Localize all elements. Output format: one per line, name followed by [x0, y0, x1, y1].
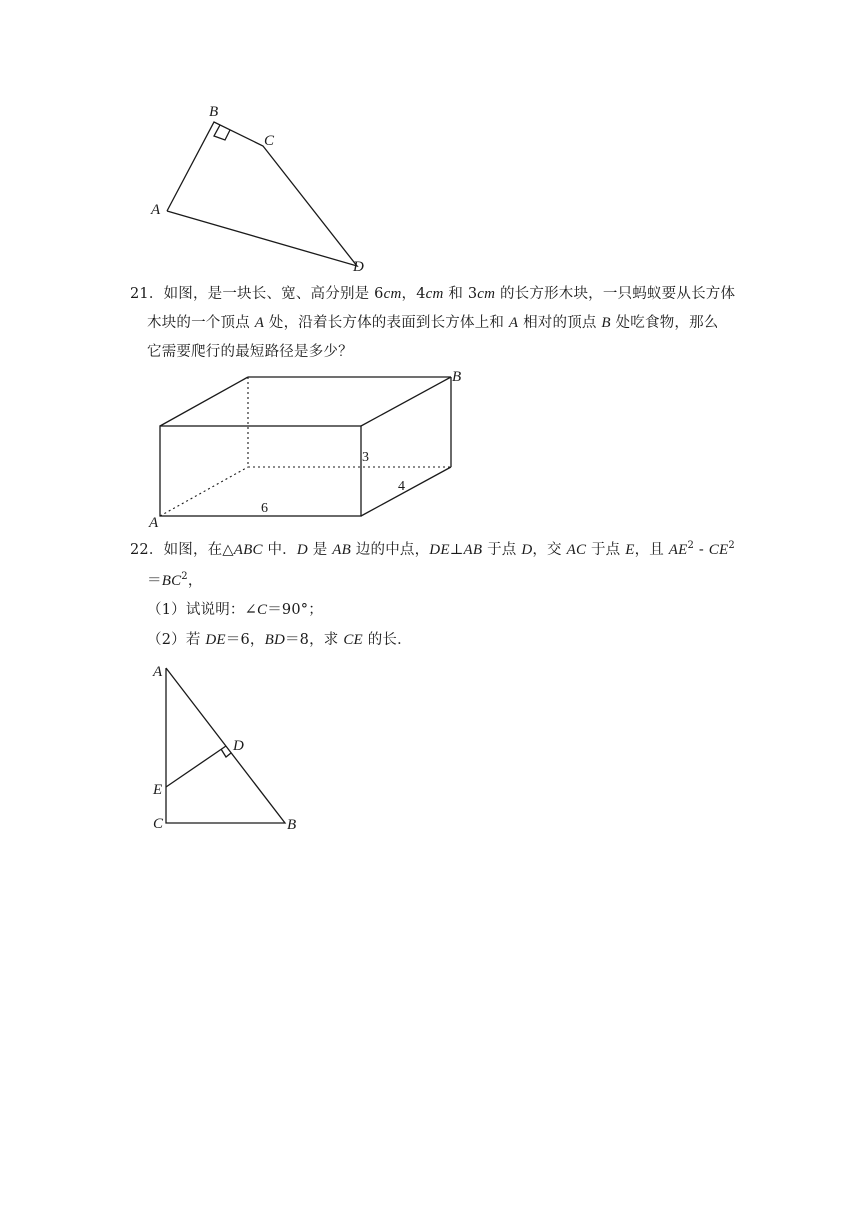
var-ac: AC [566, 542, 587, 558]
q22-text: 中． [262, 542, 297, 558]
label-c: C [153, 816, 164, 832]
q22-text: ，交 [532, 542, 567, 558]
label-a: A [151, 202, 161, 218]
superscript-2: 2 [728, 540, 735, 551]
q21-text: ，4 [401, 286, 426, 302]
minus-sign: - [694, 542, 709, 558]
var-ab: AB [332, 542, 351, 558]
q22-text: ＝90°； [267, 602, 323, 618]
q21-text: 处，沿着长方体的表面到长方体上和 [264, 315, 509, 331]
superscript-2: 2 [181, 571, 188, 582]
q22-text: 的长． [362, 632, 412, 648]
q21-text: 木块的一个顶点 [147, 315, 255, 331]
label-b: B [287, 817, 297, 833]
var-ae: AE [668, 542, 688, 558]
var-d: D [521, 542, 533, 558]
triangle-outline [166, 668, 285, 823]
equals-sign: ＝ [147, 573, 162, 589]
label-b: B [452, 369, 462, 385]
q22-text: 于点 [482, 542, 522, 558]
q22-text: （1）试说明：∠ [147, 602, 257, 618]
var-bc: BC [161, 573, 182, 589]
label-a: A [153, 664, 163, 680]
q22-text: 如图，在△ [163, 542, 234, 558]
q21-text: 的长方形木块，一只蚂蚁要从长方体 [495, 286, 736, 302]
q22-text: 边的中点， [350, 542, 430, 558]
var-e: E [625, 542, 635, 558]
var-ab: AB [463, 542, 483, 558]
perp-symbol: ⊥ [449, 542, 464, 558]
q22-text: 是 [307, 542, 333, 558]
q22-text: ＝8，求 [284, 632, 344, 648]
q22-text: ，且 [634, 542, 669, 558]
q21-text: 它需要爬行的最短路径是多少？ [147, 344, 353, 360]
q21-text: 处吃食物，那么 [610, 315, 719, 331]
q22-text: ＝6， [225, 632, 265, 648]
var-abc: ABC [233, 542, 263, 558]
unit-cm: cm [477, 286, 496, 302]
label-b: B [209, 104, 219, 120]
var-de: DE [205, 632, 226, 648]
var-bd: BD [264, 632, 285, 648]
q21-text: 相对的顶点 [518, 315, 602, 331]
label-c: C [264, 133, 275, 149]
segment-de [166, 746, 226, 787]
unit-cm: cm [425, 286, 444, 302]
var-c: C [256, 602, 268, 618]
unit-cm: cm [383, 286, 402, 302]
label-a: A [149, 515, 159, 531]
var-ce: CE [708, 542, 729, 558]
dim-height: 3 [362, 450, 369, 465]
q22-text: ， [187, 573, 203, 589]
var-b: B [601, 315, 611, 331]
var-de: DE [429, 542, 450, 558]
q22-text: 于点 [586, 542, 626, 558]
q22-number: 22． [130, 542, 164, 558]
dim-width: 4 [398, 479, 405, 494]
var-d: D [296, 542, 308, 558]
var-a: A [508, 315, 519, 331]
superscript-2: 2 [687, 540, 695, 551]
q21-text: 和 3 [443, 286, 478, 302]
var-ce: CE [343, 632, 363, 648]
q21-text: 如图，是一块长、宽、高分别是 6 [163, 286, 384, 302]
q22-text: （2）若 [147, 632, 206, 648]
label-d: D [353, 259, 364, 275]
var-a: A [254, 315, 265, 331]
label-e: E [153, 782, 163, 798]
label-d: D [233, 738, 244, 754]
dim-length: 6 [261, 501, 268, 516]
q21-number: 21． [130, 286, 164, 302]
